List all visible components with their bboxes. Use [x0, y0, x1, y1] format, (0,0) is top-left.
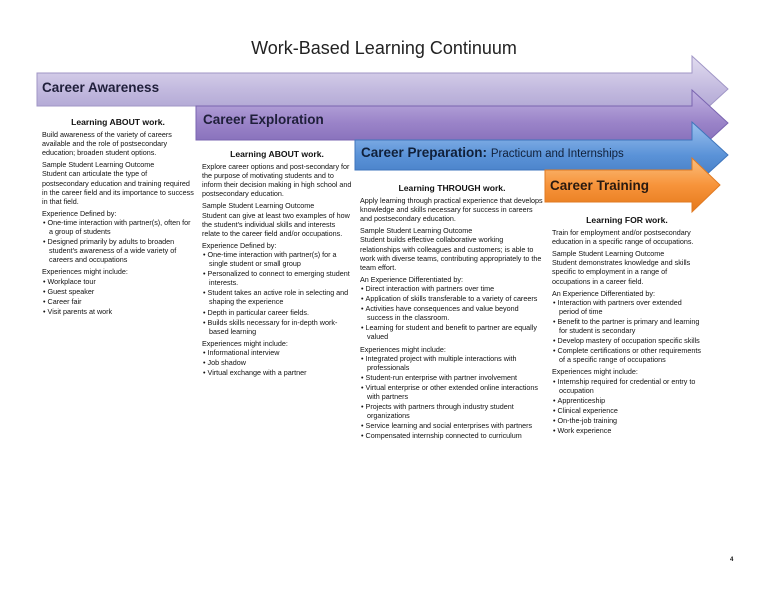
arrow-label-career-training: Career Training [550, 178, 650, 193]
page-number: 4 [730, 557, 734, 563]
examples-list [42, 277, 194, 316]
examples-list [360, 354, 544, 441]
list-item: • Career fair [42, 297, 194, 306]
examples-title: Experiences might include: [552, 367, 638, 377]
list-item: • Student takes an active role in selecting and shaping the experience [202, 288, 352, 306]
list-item: • Projects with partners through industry student organizations [360, 402, 544, 420]
column-intro: Train for employment and/or postsecondary education in a specific range of occupations. [552, 228, 694, 247]
examples-list [552, 377, 702, 436]
list-item: • Student-run enterprise with partner involvement [360, 373, 544, 382]
outcome-text: Student builds effective collaborative working relationships with colleagues and customers; is able to work with diverse teams, contributing appropriately to the team effort. [360, 235, 542, 272]
column-intro: Explore career options and post-secondary for the purpose of motivating students and to inform their decision making in high school and postsecondary education. [202, 162, 352, 199]
page-title: Work-Based Learning Continuum [251, 38, 517, 58]
column-heading: Learning ABOUT work. [71, 117, 165, 127]
list-item: • Builds skills necessary for in-depth work-based learning [202, 318, 352, 336]
list-item: • Work experience [552, 426, 702, 435]
defined-title: Experience Defined by: [202, 240, 277, 250]
column-intro: Build awareness of the variety of careers available and the role of postsecondary education; broaden student options. [42, 130, 172, 158]
arrow-label-career-exploration: Career Exploration [203, 112, 324, 127]
arrow-sublabel-career-preparation: Practicum and Internships [490, 148, 624, 160]
outcome-title: Sample Student Learning Outcome [202, 201, 315, 211]
list-item: • Visit parents at work [42, 307, 194, 316]
outcome-title: Sample Student Learning Outcome [552, 249, 665, 259]
defined-title: An Experience Differentiated by: [552, 288, 655, 298]
list-item: • Integrated project with multiple interactions with professionals [360, 354, 544, 372]
list-item: • Clinical experience [552, 406, 702, 415]
list-item: • Interaction with partners over extended period of time [552, 298, 702, 316]
list-item: • Personalized to connect to emerging student interests. [202, 269, 352, 287]
column-career-awareness [42, 118, 194, 319]
column-intro: Apply learning through practical experience that develops knowledge and skills necessary for success in careers and postsecondary education. [360, 196, 543, 224]
list-item: • Learning for student and benefit to partner are equally valued [360, 323, 544, 341]
column-heading: Learning ABOUT work. [230, 149, 324, 159]
defined-title: Experience Defined by: [42, 208, 117, 218]
examples-title: Experiences might include: [360, 344, 446, 354]
list-item: • Guest speaker [42, 287, 194, 296]
column-career-preparation [360, 184, 544, 443]
outcome-text: Student can give at least two examples of how the student's individual skills and interests relate to the career field and/or occupations. [202, 210, 350, 238]
list-item: • Designed primarily by adults to broaden student's awareness of a wide variety of careers and occupations [42, 237, 194, 264]
list-item: • Workplace tour [42, 277, 194, 286]
list-item: • Application of skills transferable to a variety of careers [360, 294, 544, 303]
defined-list [202, 250, 352, 336]
list-item: • Benefit to the partner is primary and learning for student is secondary [552, 317, 702, 335]
list-item: • Complete certifications or other requirements of a specific range of occupations [552, 346, 702, 364]
list-item: • Service learning and social enterprises with partners [360, 421, 544, 430]
examples-list [202, 348, 352, 377]
column-career-training [552, 216, 702, 438]
outcome-text: Student can articulate the type of postsecondary education and training required in the career field and its importance to success in that field. [42, 169, 194, 206]
outcome-title: Sample Student Learning Outcome [360, 226, 473, 236]
list-item: • Internship required for credential or entry to occupation [552, 377, 702, 395]
list-item: • Compensated internship connected to curriculum [360, 431, 544, 440]
defined-list [552, 298, 702, 365]
column-career-exploration [202, 150, 352, 380]
defined-title: An Experience Differentiated by: [360, 274, 463, 284]
list-item: • Virtual exchange with a partner [202, 368, 352, 377]
column-heading: Learning FOR work. [586, 215, 668, 225]
list-item: • Job shadow [202, 358, 352, 367]
list-item: • Virtual enterprise or other extended online interactions with partners [360, 383, 544, 401]
examples-title: Experiences might include: [202, 338, 288, 348]
list-item: • On-the-job training [552, 416, 702, 425]
examples-title: Experiences might include: [42, 267, 128, 277]
outcome-text: Student demonstrates knowledge and skills specific to employment in a range of occupations in a career field. [552, 258, 691, 286]
list-item: • Develop mastery of occupation specific skills [552, 336, 702, 345]
column-heading: Learning THROUGH work. [398, 183, 506, 193]
list-item: • Direct interaction with partners over time [360, 284, 544, 293]
list-item: • One-time interaction with partner(s), often for a group of students [42, 218, 194, 236]
defined-list [360, 284, 544, 342]
arrow-label-career-awareness: Career Awareness [42, 80, 160, 95]
list-item: • Activities have consequences and value beyond success in the classroom. [360, 304, 544, 322]
outcome-title: Sample Student Learning Outcome [42, 160, 155, 170]
list-item: • Informational interview [202, 348, 352, 357]
list-item: • One-time interaction with partner(s) for a single student or small group [202, 250, 352, 268]
defined-list [42, 218, 194, 264]
list-item: • Apprenticeship [552, 396, 702, 405]
arrow-label-career-preparation: Career Preparation: Practicum and Internships [361, 145, 624, 160]
list-item: • Depth in particular career fields. [202, 308, 352, 317]
